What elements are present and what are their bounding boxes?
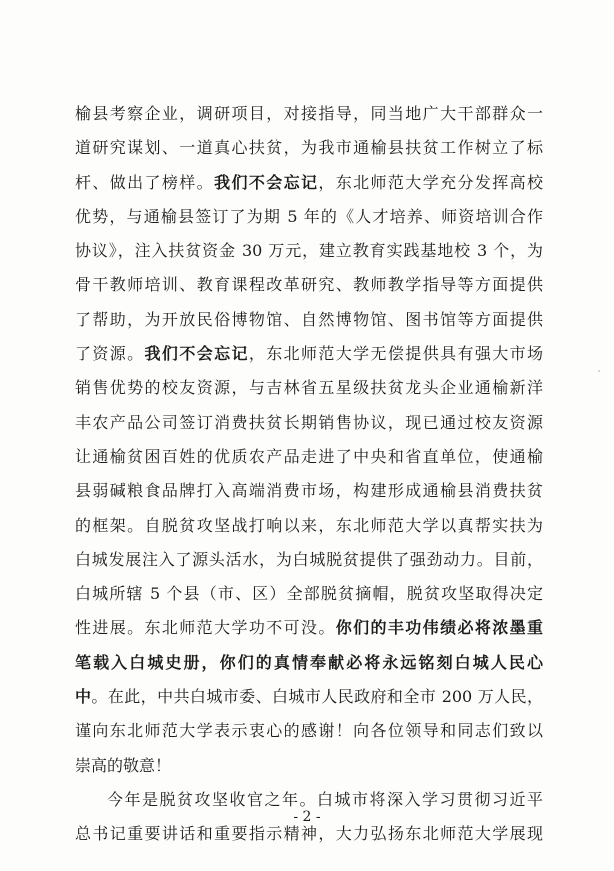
text-line: 协议》，注入扶贫资金 30 万元，建立教育实践基地校 3 个，为 [75,241,543,261]
text-line: 丰农产品公司签订消费扶贫长期销售协议，现已通过校友资源 [75,412,543,432]
body-text [75,97,543,852]
text-line: 让通榆贫困百姓的优质农产品走进了中央和省直单位，使通榆 [75,446,543,466]
text-line: 的框架。自脱贫攻坚战打响以来，东北师范大学以真帮实扶为 [75,515,543,535]
text-line: 谨向东北师范大学表示衷心的感谢！向各位领导和同志们致以 [75,721,543,741]
text-line: 性进展。东北师范大学功不可没。你们的丰功伟绩必将浓墨重 [75,618,543,638]
text-line: 榆县考察企业，调研项目，对接指导，同当地广大干部群众一 [75,104,543,123]
text-line: 了帮助，为开放民俗博物馆、自然博物馆、图书馆等方面提供 [75,309,543,329]
text-line: 骨干教师培训、教育课程改革研究、教师教学指导等方面提供 [75,275,543,295]
text-line: 白城发展注入了源头活水，为白城脱贫提供了强劲动力。目前， [75,549,543,569]
text-line: 杆、做出了榜样。我们不会忘记，东北师范大学充分发挥高校 [75,172,543,192]
emphasis-phrase: 中 [75,687,92,707]
text-line: 县弱碱粮食品牌打入高端消费市场，构建形成通榆县消费扶贫 [75,481,543,501]
text-line: 崇高的敬意！ [75,755,172,775]
text-line-emphasis: 笔载入白城史册，你们的真情奉献必将永远铭刻白城人民心 [75,652,543,672]
emphasis-phrase: 我们不会忘记 [144,344,249,364]
scan-speck [598,370,600,372]
text-line: 了资源。我们不会忘记，东北师范大学无偿提供具有强大市场 [75,344,543,364]
text-line: 销售优势的校友资源，与吉林省五星级扶贫龙头企业通榆新洋 [75,378,543,398]
text-line: 总书记重要讲话和重要指示精神，大力弘扬东北师范大学展现 [75,824,543,844]
emphasis-phrase: 你们的丰功伟绩必将浓墨重 [335,618,543,638]
emphasis-phrase: 我们不会忘记 [214,172,319,192]
paragraph-start-line: 今年是脱贫攻坚收官之年。白城市将深入学习贯彻习近平 [107,789,543,809]
page-number: - 2 - [293,809,321,825]
text-line: 白城所辖 5 个县（市、区）全部脱贫摘帽，脱贫攻坚取得决定 [75,584,543,604]
text-line: 中。在此，中共白城市委、白城市人民政府和全市 200 万人民， [75,687,543,707]
text-line: 优势，与通榆县签订了为期 5 年的《人才培养、师资培训合作 [75,206,543,226]
text-line: 道研究谋划、一道真心扶贫，为我市通榆县扶贫工作树立了标 [75,138,543,158]
